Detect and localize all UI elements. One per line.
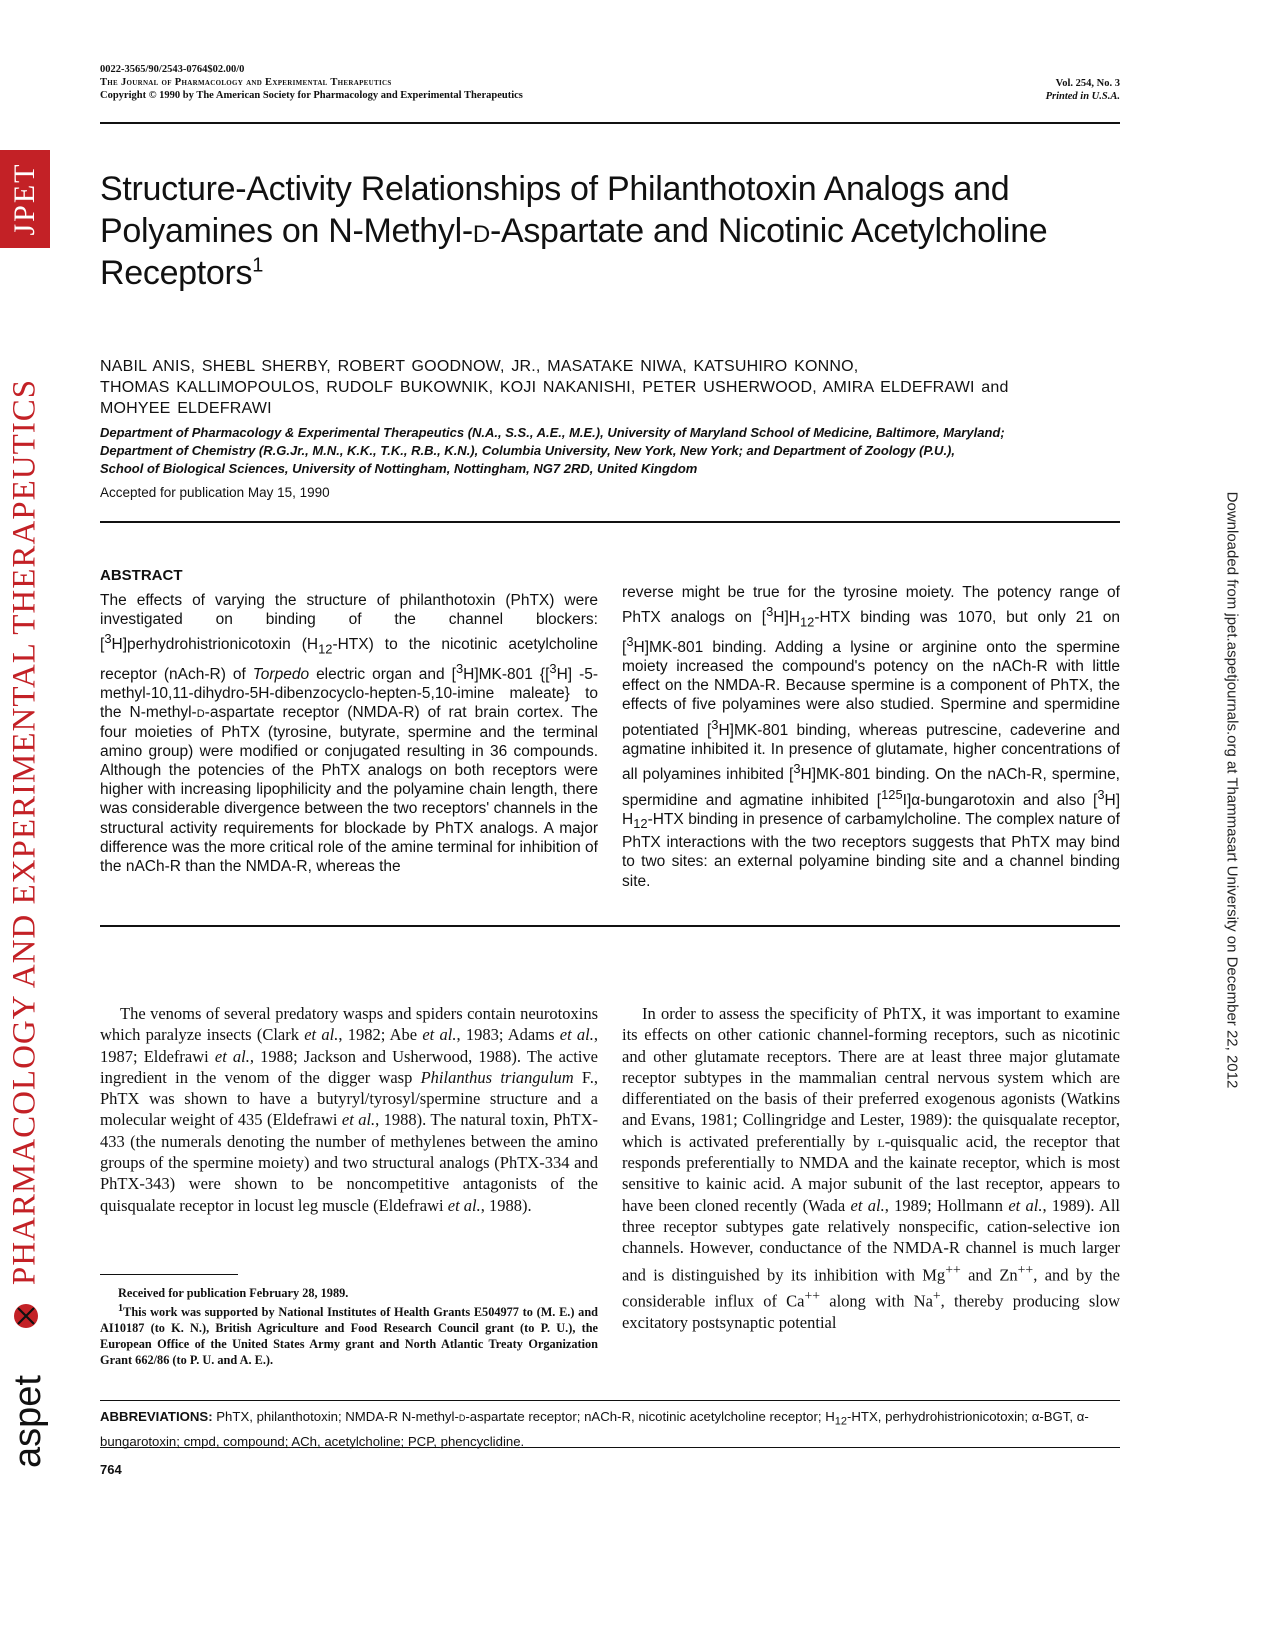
title-line-2a: Polyamines on N-Methyl- [100, 212, 473, 250]
body-text: , 1982; Abe [338, 1025, 423, 1045]
abstract-text: H]MK-801 binding. Adding a lysine or arginine onto the spermine moiety increased the compound's potency on the nACh-R with little effect on the NMDA-R. Because spermine is a component of PhTX, the effects of five polyamines were also studied. Spermine and spermidine potentiated [ [622, 638, 1120, 739]
superscript: 3 [766, 604, 774, 620]
journal-side-title: PHARMACOLOGY AND EXPERIMENTAL THERAPEUTICS [6, 378, 43, 1286]
superscript: ++ [945, 1261, 961, 1277]
volume: Vol. 254, No. 3 [1055, 78, 1120, 89]
title-line-1: Structure-Activity Relationships of Philanthotoxin Analogs and [100, 170, 1010, 208]
copyright: Copyright © 1990 by The American Society for Pharmacology and Experimental Therapeutics [100, 90, 523, 101]
body-text: along with Na [820, 1291, 933, 1311]
body-text: , 1987; Eldefrawi [100, 1025, 598, 1066]
abbrev-bottom-rule [100, 1447, 1120, 1448]
abstract-text: The effects of varying the structure of philanthotoxin (PhTX) were investigated on binding of the channel blockers: [ [100, 592, 598, 654]
species-name: Torpedo [252, 666, 310, 684]
subscript: 12 [318, 641, 333, 657]
affiliation-line-2: Department of Chemistry (R.G.Jr., M.N., K.K., T.K., R.B., K.N.), Columbia University, New York, New York; and Department of Zoology (P.U.), [100, 443, 955, 458]
title-line-3 [100, 252, 1130, 294]
abstract-bottom-rule [100, 925, 1120, 927]
body-right-column [622, 1003, 1120, 1333]
body-text: , 1983; Adams [456, 1025, 560, 1045]
download-note: Downloaded from jpet.aspetjournals.org at Thammasart University on December 22, 2012 [1223, 491, 1241, 1089]
superscript: 3 [455, 660, 464, 676]
authors-line-1: NABIL ANIS, SHEBL SHERBY, ROBERT GOODNOW, JR., MASATAKE NIWA, KATSUHIRO KONNO, [100, 358, 859, 375]
et-al: et al. [1008, 1195, 1043, 1215]
abstract-text: -aspartate receptor (NMDA-R) of rat brain cortex. The four moieties of PhTX (tyrosine, butyrate, spermine and the terminal amino group) were modified or conjugated resulting in 36 compounds. Although the potencies of the PhTX analogs on both receptors were higher with increasing lipophilicity and the polyamine chain length, there was considerable divergence between the two receptors' channels in the structural activity requirements for blockade by PhTX analogs. A major difference was the more critical role of the amine terminal for inhibition of the nACh-R than the NMDA-R, whereas the [100, 704, 598, 876]
aspet-logo-text: aspet [7, 1375, 48, 1468]
et-al: et al. [214, 1046, 250, 1066]
body-text: , 1988; Jackson and Usherwood, 1988). The active ingredient in the venom of the digger wasp [100, 1046, 598, 1087]
affiliation-line-1: Department of Pharmacology & Experimental Therapeutics (N.A., S.S., A.E., M.E.), University of Maryland School of Medicine, Baltimore, Maryland; [100, 425, 1005, 440]
body-text: , and by the considerable influx of Ca [622, 1265, 1121, 1311]
superscript: ++ [1017, 1261, 1034, 1277]
footnote-text: This work was supported by National Institutes of Health Grants E504977 to (M. E.) and AI10187 (to K. N.), British Agriculture and Food Research Council grant (to P. U.), the European Office of the United States Army grant and North Atlantic Treaty Organization Grant 662/86 (to P. U. and A. E.). [100, 1305, 598, 1368]
abstract-text: I]α-bungarotoxin and also [ [902, 791, 1098, 809]
abstract-text: -HTX binding in presence of carbamylcholine. The complex nature of PhTX interactions with the two receptors suggests that PhTX may bind to two sites: an external polyamine binding site and a channel binding site. [622, 810, 1120, 890]
superscript: + [932, 1288, 941, 1304]
received-date: Received for publication February 28, 1989. [118, 1286, 349, 1300]
abstract-text: H]H [773, 609, 800, 627]
et-al: et al. [850, 1195, 885, 1215]
title-line-3-text: Receptors [100, 254, 253, 292]
abstract-text: -HTX) to the nicotinic acetylcholine receptor (nAch-R) of [100, 636, 598, 684]
affiliations [100, 424, 1120, 478]
abbrev-top-rule [100, 1400, 1120, 1401]
body-text: The venoms of several predatory wasps and spiders contain neurotoxins which paralyze insects (Clark [100, 1004, 598, 1045]
abbrev-text: -HTX, perhydrohistrionicotoxin; α-BGT, α-bungarotoxin; cmpd, compound; ACh, acetylcholine; PCP, phencyclidine. [100, 1409, 1089, 1449]
authors-line-2: THOMAS KALLIMOPOULOS, RUDOLF BUKOWNIK, KOJI NAKANISHI, PETER USHERWOOD, AMIRA ELDEFRAWI and [100, 379, 1009, 396]
species-name: Philanthus triangulum [420, 1067, 574, 1087]
funding-footnote [100, 1301, 598, 1368]
superscript: ++ [804, 1288, 821, 1304]
printed-in: Printed in U.S.A. [1045, 91, 1120, 102]
body-text: , thereby producing slow excitatory postsynaptic potential [622, 1291, 1120, 1333]
abstract-right-column [622, 583, 1120, 891]
abstract-top-rule [100, 521, 1120, 523]
body-text: In order to assess the specificity of PhTX, it was important to examine its effects on other cationic channel-forming receptors, such as nicotinic and other glutamate receptors. There are at least three major glutamate receptor subtypes in the mammalian central nervous system which are differentiated on the basis of their preferred exogenous agonists (Watkins and Evans, 1981; Collingridge and Lester, 1989): the quisqualate receptor, which is activated preferentially by [622, 1004, 1120, 1151]
side-banner [0, 150, 50, 1480]
body-text: , 1989). All three receptor subtypes gate relatively nonspecific, cation-selective ion channels. However, conductance of the NMDA-R channel is much larger and is distinguished by its inhibition with Mg [622, 1195, 1120, 1285]
abstract-text: -HTX binding was 1070, but only 21 on [ [622, 609, 1120, 656]
superscript: 3 [549, 660, 557, 676]
body-text: , 1988). The natural toxin, PhTX-433 (the numerals denoting the number of methylenes between the amino groups of the spermine moiety) and two structural analogs (PhTX-334 and PhTX-343) were shown to be noncompetitive antagonists of the quisqualate receptor in locust leg muscle (Eldefrawi [100, 1110, 598, 1215]
superscript: 3 [1097, 786, 1105, 802]
accepted-date: Accepted for publication May 15, 1990 [100, 485, 330, 500]
jpet-badge [0, 150, 50, 248]
abbrev-text: PhTX, philanthotoxin; NMDA-R N-methyl- [212, 1409, 459, 1424]
aspet-logo-icon [4, 1280, 48, 1480]
authors-line-3: MOHYEE ELDEFRAWI [100, 400, 272, 417]
body-left-column [100, 1003, 598, 1216]
subscript: 12 [799, 614, 815, 630]
subscript: 12 [633, 816, 648, 831]
small-caps-l: l [877, 1131, 885, 1151]
superscript: 3 [104, 631, 112, 647]
abstract-left-column [100, 591, 598, 876]
superscript: 125 [881, 786, 903, 802]
body-text: , 1989; Hollmann [884, 1195, 1009, 1215]
small-caps-d: d [196, 704, 205, 722]
superscript: 3 [626, 633, 634, 649]
abstract-text: electric organ and [ [309, 666, 456, 684]
issn: 0022-3565/90/2543-0764$02.00/0 [100, 64, 245, 75]
et-al: et al. [559, 1025, 594, 1045]
abbreviations [100, 1407, 1120, 1451]
abstract-text: H]MK-801 binding, whereas putrescine, cadeverine and agmatine inhibited it. In presence of glutamate, higher concentrations of all polyamines inhibited [ [622, 721, 1120, 784]
jpet-label: JPET [8, 162, 41, 236]
title-footnote-mark: 1 [252, 254, 264, 277]
abstract-text: H]perhydrohistrionicotoxin (H [111, 636, 319, 654]
et-al: et al. [422, 1025, 457, 1045]
abstract-heading: ABSTRACT [100, 567, 183, 584]
footnote-mark: 1 [118, 1303, 124, 1314]
header-rule [100, 122, 1120, 124]
header-right [1046, 77, 1120, 103]
aspet-logo [4, 1280, 48, 1480]
abstract-text: H]MK-801 {[ [463, 666, 550, 684]
et-al: et al. [341, 1110, 376, 1130]
abstract-text: H] H [622, 791, 1120, 828]
abstract-text: H] -5-methyl-10,11-dihydro-5H-dibenzocyclo-hepten-5,10-imine maleate} to the N-methyl- [100, 666, 599, 722]
page-number: 764 [100, 1462, 122, 1477]
footnotes [100, 1285, 598, 1368]
abstract-text: H]MK-801 binding. On the nACh-R, spermine, spermidine and agmatine inhibited [ [622, 766, 1120, 809]
authors [100, 356, 1120, 419]
body-text: -quisqualic acid, the receptor that responds preferentially to NMDA and the kainate receptor, which is most sensitive to kainic acid. A major subunit of the last receptor, appears to have been cloned recently (Wada [622, 1131, 1120, 1215]
footnote-rule [100, 1274, 238, 1275]
body-text: F., PhTX was shown to have a butyryl/tyrosyl/spermine structure and a molecular weight of 435 (Eldefrawi [100, 1067, 599, 1130]
body-text: , 1988). [480, 1195, 532, 1215]
superscript: 3 [711, 716, 719, 732]
header-left [100, 63, 523, 102]
journal-name: The Journal of Pharmacology and Experimental Therapeutics [100, 77, 392, 88]
et-al: et al. [304, 1025, 339, 1045]
title-sc-d: d [472, 212, 490, 250]
small-caps-d: d [458, 1409, 466, 1424]
abstract-text: reverse might be true for the tyrosine moiety. The potency range of PhTX analogs on [ [622, 584, 1120, 627]
et-al: et al. [447, 1195, 481, 1215]
abbrev-label: ABBREVIATIONS: [100, 1409, 213, 1424]
article-title [100, 168, 1130, 294]
abbrev-text: -aspartate receptor; nACh-R, nicotinic acetylcholine receptor; H [465, 1409, 835, 1424]
title-line-2b: -Aspartate and Nicotinic Acetylcholine [489, 212, 1048, 250]
superscript: 3 [793, 761, 801, 777]
affiliation-line-3: School of Biological Sciences, University of Nottingham, Nottingham, NG7 2RD, United Kingdom [100, 461, 698, 476]
body-text: and Zn [960, 1265, 1018, 1285]
title-line-2 [100, 210, 1130, 252]
subscript: 12 [834, 1415, 848, 1428]
